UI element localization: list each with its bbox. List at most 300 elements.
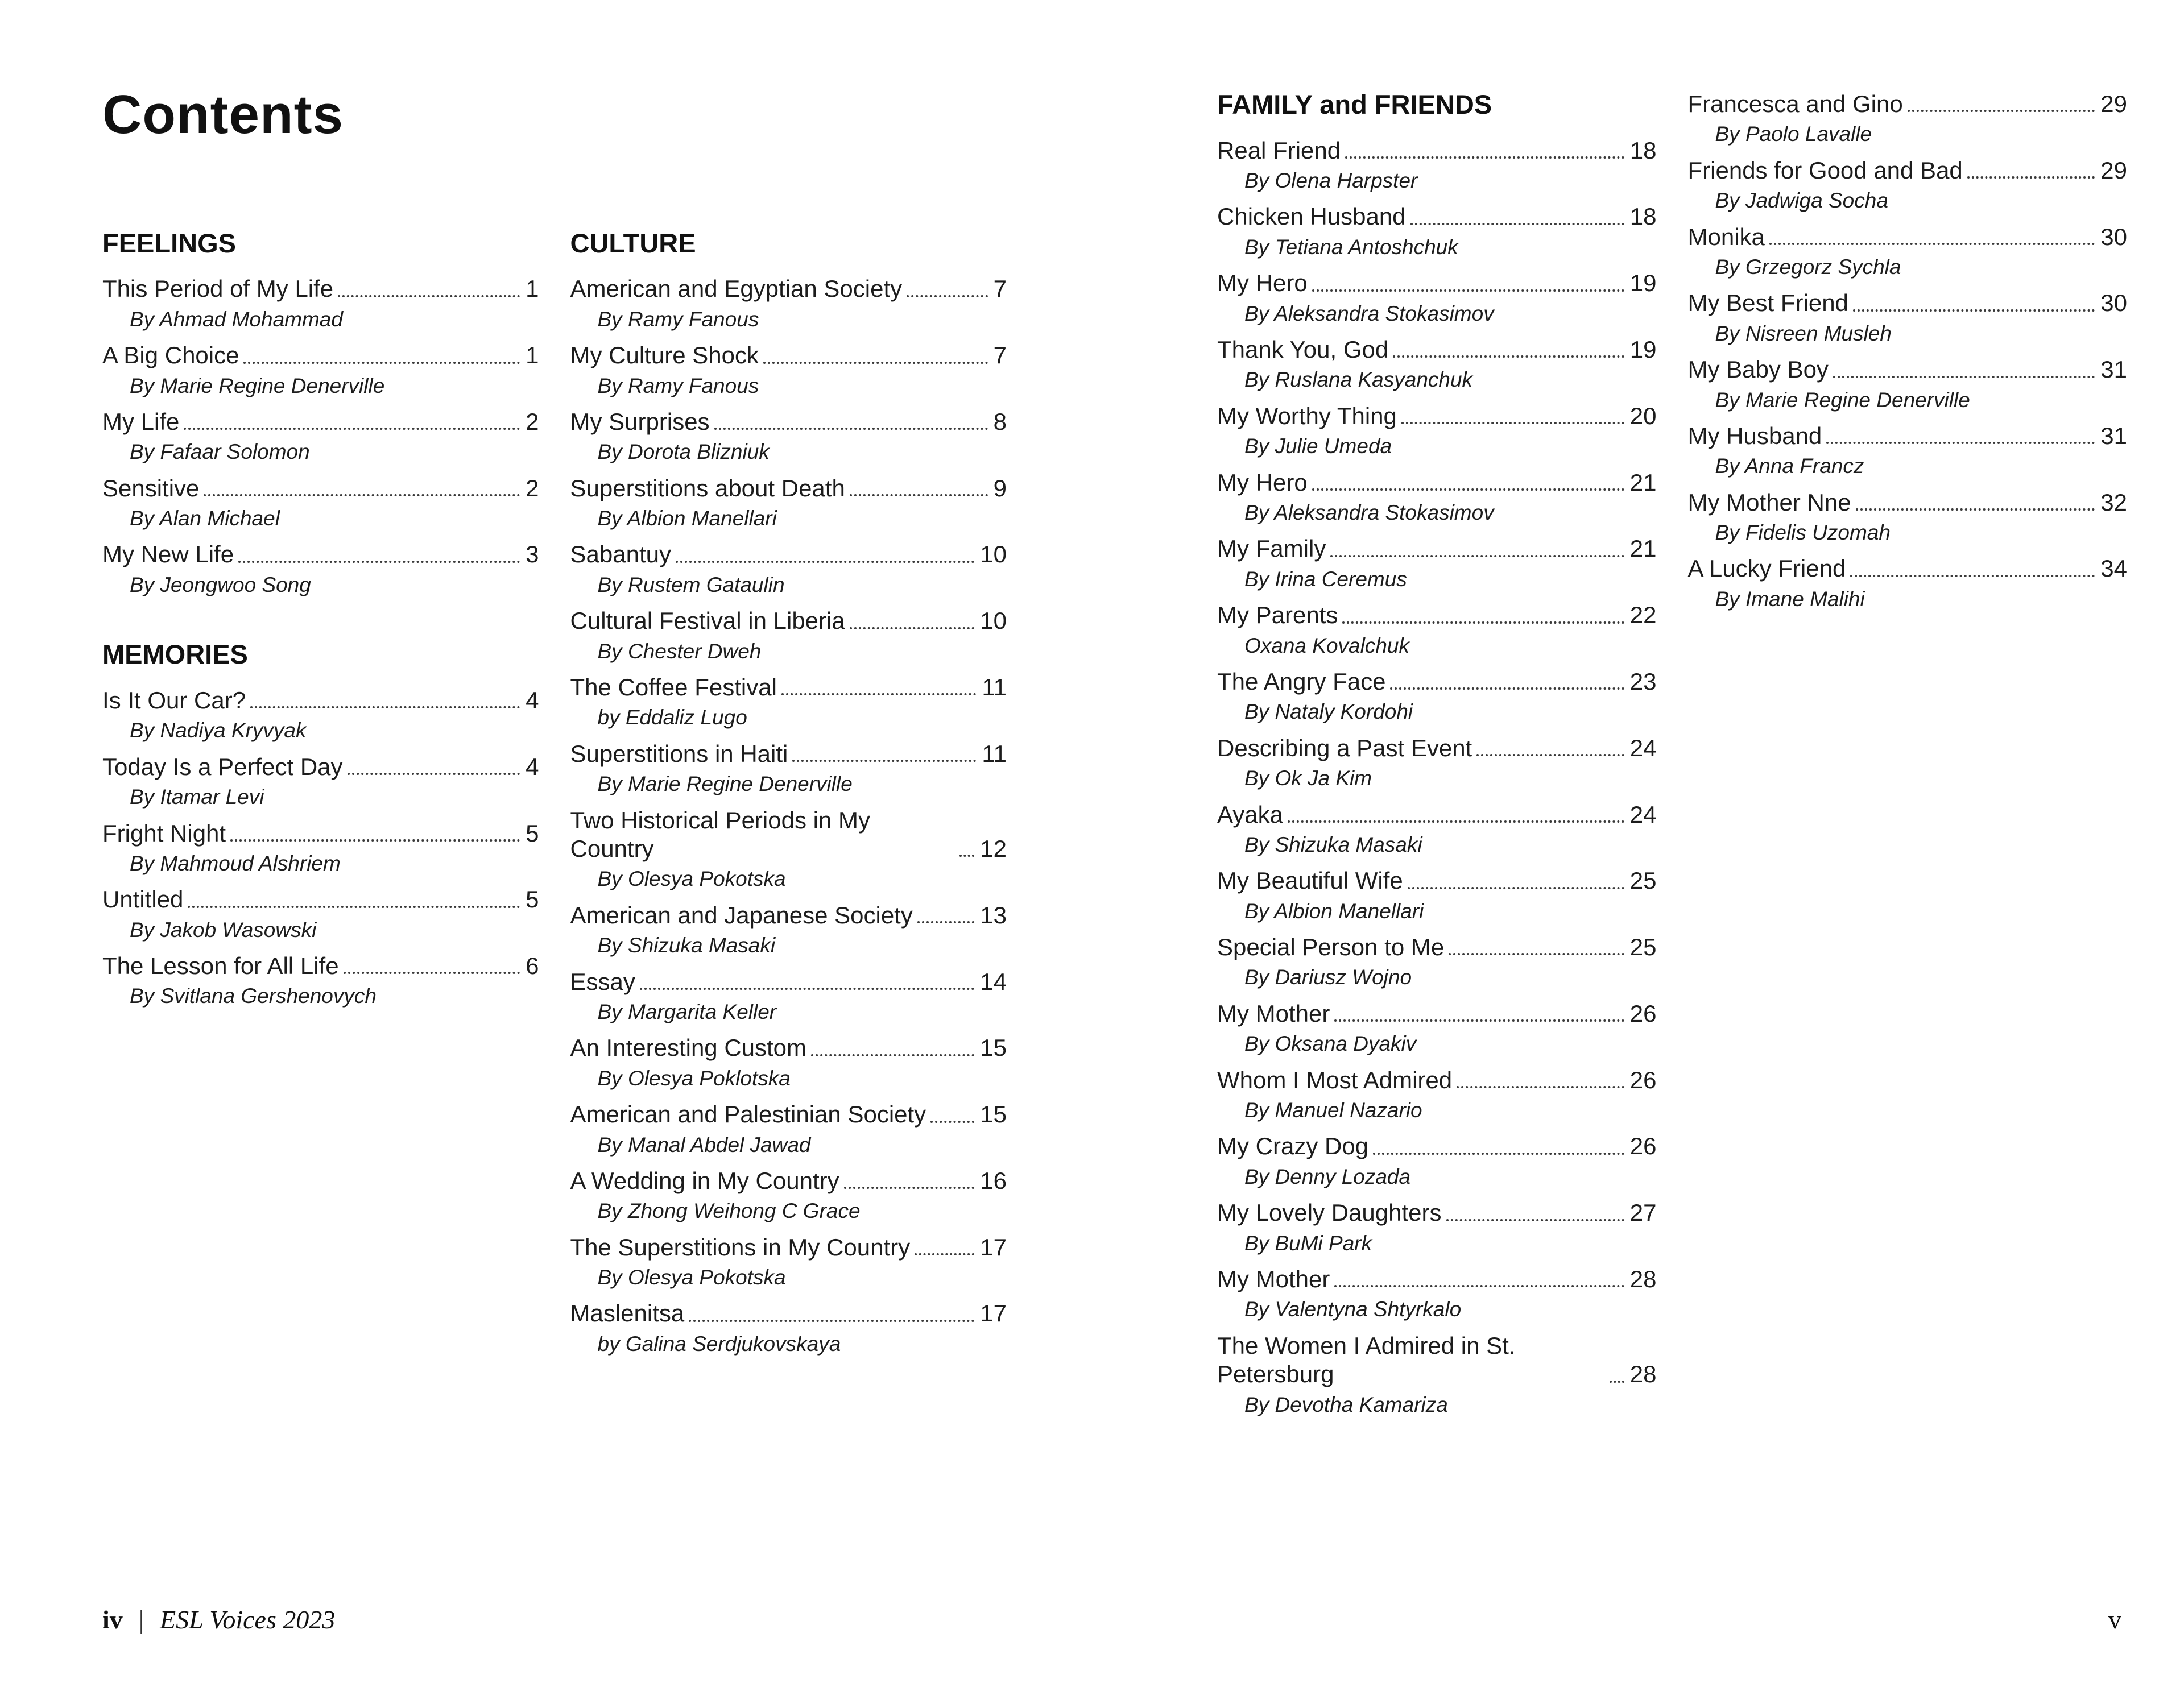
toc-entry-title: Sensitive bbox=[102, 474, 200, 501]
dot-leader bbox=[230, 839, 520, 842]
toc-entry-title: Friends for Good and Bad bbox=[1687, 156, 1963, 184]
toc-entry-title: My Parents bbox=[1217, 602, 1338, 629]
toc-entry-line bbox=[570, 1299, 1007, 1328]
toc-entry bbox=[102, 753, 539, 810]
toc-entry-title: My Worthy Thing bbox=[1217, 402, 1397, 429]
toc-entry-title: Monika bbox=[1687, 223, 1765, 250]
toc-entry-title: Superstitions about Death bbox=[570, 474, 845, 501]
dot-leader bbox=[1853, 309, 2095, 312]
toc-entry-author: By Olesya Poklotska bbox=[597, 1066, 791, 1090]
toc-entry-line bbox=[102, 474, 539, 503]
toc-entry-author: By Ahmad Mohammad bbox=[130, 307, 343, 331]
dot-leader bbox=[811, 1054, 974, 1056]
toc-entry-line bbox=[1217, 269, 1657, 297]
toc-entry-author: By Dariusz Wojno bbox=[1244, 965, 1412, 989]
section-heading: MEMORIES bbox=[102, 639, 248, 670]
toc-entry-page: 32 bbox=[2100, 488, 2127, 516]
toc-entry-line bbox=[1688, 355, 2128, 384]
toc-entry bbox=[1217, 402, 1657, 459]
toc-entry bbox=[102, 819, 539, 877]
toc-entry bbox=[1217, 867, 1657, 924]
toc-entry-page: 31 bbox=[2100, 356, 2127, 383]
toc-entry-author: By Aleksandra Stokasimov bbox=[1244, 500, 1494, 524]
toc-entry-author: Oxana Kovalchuk bbox=[1244, 633, 1410, 657]
toc-entry-line bbox=[102, 540, 539, 569]
toc-entry-line bbox=[1217, 136, 1657, 165]
dot-leader bbox=[1334, 1019, 1624, 1022]
toc-entry-page: 8 bbox=[993, 408, 1007, 435]
dot-leader bbox=[1401, 422, 1624, 424]
toc-entry-page: 25 bbox=[1629, 867, 1657, 894]
toc-entry-line bbox=[1688, 223, 2128, 251]
toc-entry-title: A Big Choice bbox=[102, 342, 239, 369]
toc-entry-line bbox=[102, 819, 539, 848]
toc-entry-author: By Jadwiga Socha bbox=[1715, 189, 1888, 213]
toc-entry-page: 1 bbox=[526, 342, 539, 369]
toc-entry-line bbox=[1217, 1199, 1657, 1227]
toc-entry-author: By Shizuka Masaki bbox=[597, 934, 776, 958]
toc-entry-author: By BuMi Park bbox=[1244, 1231, 1372, 1255]
toc-entry-title: My Lovely Daughters bbox=[1217, 1199, 1442, 1226]
toc-entry-author: By Mahmoud Alshriem bbox=[130, 851, 341, 875]
toc-entry bbox=[570, 968, 1007, 1025]
dot-leader bbox=[1610, 1381, 1624, 1383]
toc-entry bbox=[1217, 1332, 1657, 1417]
left-page-columns bbox=[102, 229, 1007, 1366]
toc-entry-page: 16 bbox=[980, 1167, 1007, 1194]
toc-entry-title: American and Egyptian Society bbox=[570, 275, 903, 302]
toc-entry-title: Describing a Past Event bbox=[1217, 734, 1472, 761]
toc-entry-page: 6 bbox=[526, 952, 539, 980]
dot-leader bbox=[640, 988, 974, 990]
toc-entry-title: My Baby Boy bbox=[1687, 356, 1829, 383]
toc-entry-line bbox=[1688, 90, 2128, 118]
toc-entry-page: 18 bbox=[1629, 203, 1657, 230]
footer-left bbox=[102, 1605, 335, 1635]
toc-entry-page: 28 bbox=[1629, 1265, 1657, 1292]
toc-entry-line bbox=[1688, 488, 2128, 517]
toc-entry bbox=[1217, 1265, 1657, 1323]
toc-entry-author: By Svitlana Gershenovych bbox=[130, 984, 377, 1008]
toc-entry-title: Real Friend bbox=[1217, 136, 1341, 164]
toc-entry bbox=[570, 607, 1007, 664]
section-heading: FEELINGS bbox=[102, 227, 237, 258]
toc-entry-page: 24 bbox=[1629, 734, 1657, 761]
toc-entry-author: By Irina Ceremus bbox=[1244, 567, 1407, 591]
toc-column-3 bbox=[1217, 90, 1657, 1427]
toc-entry-page: 9 bbox=[993, 474, 1007, 501]
dot-leader bbox=[1334, 1285, 1624, 1287]
dot-leader bbox=[1449, 953, 1624, 955]
toc-entry-title: A Wedding in My Country bbox=[570, 1167, 839, 1194]
dot-leader bbox=[238, 561, 520, 563]
dot-leader bbox=[1373, 1153, 1624, 1155]
toc-entry-line bbox=[1217, 202, 1657, 231]
toc-entry bbox=[1217, 335, 1657, 393]
toc-entry bbox=[102, 474, 539, 532]
toc-entry bbox=[1688, 422, 2128, 479]
right-page-number: v bbox=[2108, 1605, 2121, 1634]
toc-entry-title: Ayaka bbox=[1217, 801, 1283, 828]
toc-entry-page: 7 bbox=[993, 342, 1007, 369]
toc-entry bbox=[1217, 1132, 1657, 1189]
toc-entry bbox=[1688, 156, 2128, 214]
toc-entry bbox=[1688, 355, 2128, 413]
toc-entry-line bbox=[1217, 1332, 1657, 1389]
toc-entry-page: 28 bbox=[1629, 1361, 1657, 1388]
toc-entry-author: By Fafaar Solomon bbox=[130, 440, 310, 464]
toc-entry-page: 2 bbox=[526, 408, 539, 435]
toc-entry-page: 24 bbox=[1629, 801, 1657, 828]
toc-entry-page: 34 bbox=[2100, 555, 2127, 582]
toc-entry-title: American and Palestinian Society bbox=[570, 1101, 926, 1128]
footer-separator: | bbox=[138, 1605, 144, 1634]
dot-leader bbox=[1476, 754, 1624, 756]
toc-entry bbox=[570, 408, 1007, 465]
toc-entry-author: By Dorota Blizniuk bbox=[597, 440, 770, 464]
toc-entry-title: Cultural Festival in Liberia bbox=[570, 607, 845, 635]
left-page-number: iv bbox=[102, 1605, 123, 1634]
toc-entry-title: My Life bbox=[102, 408, 180, 435]
right-page-columns bbox=[1217, 90, 2127, 1427]
toc-column-1 bbox=[102, 229, 539, 1018]
toc-entry-author: By Marie Regine Denerville bbox=[1715, 388, 1970, 412]
toc-entry-line bbox=[102, 686, 539, 715]
toc-entry bbox=[1217, 1199, 1657, 1256]
toc-entry-title: An Interesting Custom bbox=[570, 1034, 807, 1062]
toc-entry-line bbox=[570, 1167, 1007, 1195]
toc-entry-line bbox=[570, 968, 1007, 996]
toc-entry-author: By Albion Manellari bbox=[597, 507, 777, 530]
dot-leader bbox=[915, 1253, 974, 1255]
dot-leader bbox=[188, 906, 520, 908]
toc-entry-line bbox=[1217, 1265, 1657, 1294]
toc-entry-line bbox=[1217, 534, 1657, 563]
toc-entry-title: My Hero bbox=[1217, 469, 1308, 496]
toc-entry-page: 30 bbox=[2100, 223, 2127, 250]
toc-entry-page: 26 bbox=[1629, 1066, 1657, 1093]
dot-leader bbox=[184, 428, 520, 430]
toc-entry-title: My Surprises bbox=[570, 408, 710, 435]
toc-entry-page: 21 bbox=[1629, 469, 1657, 496]
toc-entry-author: By Imane Malihi bbox=[1715, 587, 1865, 611]
toc-entry-line bbox=[102, 408, 539, 436]
toc-entry-line bbox=[570, 740, 1007, 768]
toc-entry-page: 20 bbox=[1629, 402, 1657, 429]
dot-leader bbox=[792, 760, 976, 762]
toc-entry-line bbox=[570, 275, 1007, 303]
toc-entry-title: Superstitions in Haiti bbox=[570, 740, 788, 767]
toc-entry-page: 10 bbox=[980, 541, 1007, 568]
toc-entry-title: Two Historical Periods in My Country bbox=[570, 806, 870, 862]
toc-entry-line bbox=[1688, 156, 2128, 185]
toc-entry-line bbox=[570, 901, 1007, 930]
toc-entry-title: Essay bbox=[570, 968, 635, 995]
toc-entry bbox=[570, 1299, 1007, 1357]
toc-entry-title: My Husband bbox=[1687, 422, 1822, 449]
toc-entry-author: By Itamar Levi bbox=[130, 785, 264, 809]
toc-entry bbox=[1217, 202, 1657, 260]
toc-entry bbox=[570, 901, 1007, 959]
toc-entry-title: My New Life bbox=[102, 541, 234, 568]
toc-entry-author: By Marie Regine Denerville bbox=[597, 772, 853, 796]
toc-entry-line bbox=[1217, 801, 1657, 829]
toc-entry-line bbox=[570, 1100, 1007, 1129]
toc-entry-page: 19 bbox=[1629, 270, 1657, 297]
toc-entry-author: By Chester Dweh bbox=[597, 639, 762, 663]
dot-leader bbox=[930, 1121, 974, 1123]
toc-entry-page: 12 bbox=[980, 835, 1007, 862]
toc-entry-title: My Mother bbox=[1217, 1265, 1330, 1292]
toc-entry-line bbox=[1217, 668, 1657, 696]
toc-entry bbox=[102, 408, 539, 465]
page-gutter bbox=[1007, 85, 1217, 1427]
toc-entry-author: By Nisreen Musleh bbox=[1715, 321, 1892, 345]
toc-entry-page: 21 bbox=[1629, 535, 1657, 562]
toc-entry bbox=[1217, 734, 1657, 791]
dot-leader bbox=[714, 428, 988, 430]
toc-entry-line bbox=[1688, 422, 2128, 450]
toc-entry bbox=[1217, 1000, 1657, 1057]
dot-leader bbox=[1345, 156, 1624, 159]
dot-leader bbox=[1342, 621, 1624, 624]
section-heading: FAMILY and FRIENDS bbox=[1217, 89, 1492, 119]
toc-entry-title: Chicken Husband bbox=[1217, 203, 1406, 230]
toc-entry-title: The Angry Face bbox=[1217, 668, 1386, 695]
toc-entry-page: 26 bbox=[1629, 1133, 1657, 1160]
toc-entry-author: by Galina Serdjukovskaya bbox=[597, 1332, 841, 1356]
toc-entry-author: By Grzegorz Sychla bbox=[1715, 255, 1901, 279]
dot-leader bbox=[1288, 820, 1624, 823]
toc-entry-page: 1 bbox=[526, 275, 539, 302]
toc-entry-author: By Nataly Kordohi bbox=[1244, 700, 1413, 724]
toc-entry-line bbox=[570, 607, 1007, 635]
toc-entry-page: 3 bbox=[526, 541, 539, 568]
toc-entry-author: By Margarita Keller bbox=[597, 1000, 777, 1023]
dot-leader bbox=[1967, 176, 2095, 179]
toc-entry-author: By Olena Harpster bbox=[1244, 169, 1418, 193]
toc-entry-page: 10 bbox=[980, 607, 1007, 635]
toc-entry-page: 30 bbox=[2100, 289, 2127, 317]
toc-entry-line bbox=[102, 341, 539, 370]
toc-entry bbox=[570, 740, 1007, 797]
toc-entry bbox=[102, 341, 539, 399]
dot-leader bbox=[959, 855, 974, 857]
toc-entry-author: By Devotha Kamariza bbox=[1244, 1392, 1448, 1416]
toc-entry-author: By Ruslana Kasyanchuk bbox=[1244, 368, 1473, 392]
toc-entry bbox=[1217, 136, 1657, 194]
toc-entry bbox=[1688, 554, 2128, 612]
toc-entry-line bbox=[1217, 1066, 1657, 1095]
toc-entry-page: 26 bbox=[1629, 1000, 1657, 1027]
dot-leader bbox=[243, 362, 520, 364]
dot-leader bbox=[338, 295, 520, 297]
toc-entry-title: Thank You, God bbox=[1217, 336, 1389, 363]
toc-entry-title: Sabantuy bbox=[570, 541, 671, 568]
toc-entry-author: By Jeongwoo Song bbox=[130, 573, 311, 596]
toc-entry bbox=[570, 806, 1007, 892]
toc-entry bbox=[1217, 933, 1657, 990]
toc-entry-page: 25 bbox=[1629, 934, 1657, 961]
toc-entry-page: 22 bbox=[1629, 602, 1657, 629]
toc-entry bbox=[570, 673, 1007, 731]
page-left bbox=[102, 85, 1007, 1427]
toc-entry-title: My Crazy Dog bbox=[1217, 1133, 1369, 1160]
toc-entry-page: 5 bbox=[526, 886, 539, 913]
toc-entry-author: By Denny Lozada bbox=[1244, 1164, 1411, 1188]
dot-leader bbox=[907, 295, 987, 297]
toc-entry-line bbox=[570, 474, 1007, 503]
dot-leader bbox=[763, 362, 988, 364]
toc-entry-page: 2 bbox=[526, 474, 539, 501]
toc-entry-author: by Eddaliz Lugo bbox=[597, 706, 747, 729]
toc-entry-page: 18 bbox=[1629, 136, 1657, 164]
toc-entry bbox=[102, 885, 539, 943]
toc-entry-title: My Beautiful Wife bbox=[1217, 867, 1403, 894]
dot-leader bbox=[1833, 376, 2095, 378]
toc-entry bbox=[102, 275, 539, 332]
book-title: ESL Voices 2023 bbox=[160, 1605, 336, 1634]
toc-entry-page: 15 bbox=[980, 1101, 1007, 1128]
toc-entry-title: A Lucky Friend bbox=[1687, 555, 1846, 582]
toc-entry bbox=[1217, 601, 1657, 658]
dot-leader bbox=[1826, 442, 2095, 444]
toc-entry bbox=[102, 540, 539, 598]
toc-entry-title: The Women I Admired in St. Petersburg bbox=[1217, 1332, 1516, 1388]
toc-entry-title: Francesca and Gino bbox=[1687, 90, 1903, 117]
toc-entry-page: 23 bbox=[1629, 668, 1657, 695]
toc-entry-page: 31 bbox=[2100, 422, 2127, 449]
toc-entry-title: Special Person to Me bbox=[1217, 934, 1445, 961]
toc-entry bbox=[570, 1100, 1007, 1158]
toc-entry-author: By Ok Ja Kim bbox=[1244, 766, 1372, 790]
toc-entry-line bbox=[102, 885, 539, 914]
toc-entry-line bbox=[570, 806, 1007, 864]
toc-entry-line bbox=[570, 341, 1007, 370]
toc-entry bbox=[570, 1034, 1007, 1091]
section-heading: CULTURE bbox=[570, 227, 696, 258]
toc-entry bbox=[1217, 1066, 1657, 1124]
toc-entry-line bbox=[1217, 601, 1657, 629]
toc-entry-line bbox=[1217, 469, 1657, 497]
page-right bbox=[1217, 85, 2127, 1427]
dot-leader bbox=[1390, 687, 1624, 690]
toc-entry-author: By Jakob Wasowski bbox=[130, 918, 317, 942]
toc-entry bbox=[570, 474, 1007, 532]
toc-entry-author: By Shizuka Masaki bbox=[1244, 832, 1422, 856]
toc-entry-page: 13 bbox=[980, 901, 1007, 929]
toc-entry-author: By Julie Umeda bbox=[1244, 434, 1392, 458]
toc-entry-author: By Aleksandra Stokasimov bbox=[1244, 301, 1494, 325]
dot-leader bbox=[1410, 223, 1624, 225]
toc-entry-author: By Anna Francz bbox=[1715, 454, 1864, 478]
toc-entry-page: 4 bbox=[526, 753, 539, 780]
toc-entry bbox=[570, 1233, 1007, 1291]
toc-entry-title: Whom I Most Admired bbox=[1217, 1066, 1453, 1093]
toc-entry-title: American and Japanese Society bbox=[570, 901, 913, 929]
toc-entry-author: By Paolo Lavalle bbox=[1715, 122, 1872, 146]
dot-leader bbox=[1856, 508, 2095, 511]
toc-entry-author: By Nadiya Kryvyak bbox=[130, 719, 307, 743]
toc-entry-author: By Valentyna Shtyrkalo bbox=[1244, 1298, 1462, 1321]
dot-leader bbox=[204, 494, 520, 496]
toc-entry-title: My Best Friend bbox=[1687, 289, 1848, 317]
toc-entry-author: By Fidelis Uzomah bbox=[1715, 521, 1891, 545]
toc-entry-page: 17 bbox=[980, 1300, 1007, 1327]
toc-entry-author: By Oksana Dyakiv bbox=[1244, 1032, 1417, 1056]
toc-entry-line bbox=[1217, 933, 1657, 961]
toc-entry-page: 11 bbox=[982, 674, 1007, 701]
dot-leader bbox=[917, 921, 974, 923]
toc-entry bbox=[570, 341, 1007, 399]
toc-entry-line bbox=[102, 952, 539, 980]
toc-entry-author: By Olesya Pokotska bbox=[597, 1266, 786, 1290]
toc-entry-author: By Rustem Gataulin bbox=[597, 573, 785, 596]
toc-entry-author: By Olesya Pokotska bbox=[597, 867, 786, 891]
toc-entry bbox=[102, 952, 539, 1009]
toc-entry-line bbox=[1217, 402, 1657, 430]
dot-leader bbox=[1312, 488, 1624, 491]
dot-leader bbox=[250, 706, 520, 708]
toc-column-4 bbox=[1688, 90, 2128, 621]
toc-entry-line bbox=[570, 1034, 1007, 1062]
dot-leader bbox=[689, 1320, 974, 1322]
toc-entry-author: By Ramy Fanous bbox=[597, 374, 759, 397]
dot-leader bbox=[1408, 887, 1624, 889]
dot-leader bbox=[348, 773, 520, 775]
toc-entry-title: My Mother bbox=[1217, 1000, 1330, 1027]
dot-leader bbox=[844, 1187, 975, 1189]
toc-entry-author: By Albion Manellari bbox=[1244, 899, 1424, 923]
toc-entry-page: 27 bbox=[1629, 1199, 1657, 1226]
toc-entry bbox=[1688, 90, 2128, 147]
toc-entry-page: 17 bbox=[980, 1233, 1007, 1261]
dot-leader bbox=[676, 561, 974, 563]
toc-entry-page: 15 bbox=[980, 1034, 1007, 1062]
toc-column-2 bbox=[570, 229, 1007, 1366]
toc-entry-author: By Manuel Nazario bbox=[1244, 1099, 1422, 1122]
toc-entry-title: Untitled bbox=[102, 886, 184, 913]
toc-entry bbox=[570, 275, 1007, 332]
toc-entry-title: Is It Our Car? bbox=[102, 686, 246, 714]
toc-entry-line bbox=[102, 753, 539, 781]
toc-entry-title: Maslenitsa bbox=[570, 1300, 685, 1327]
toc-entry-line bbox=[1217, 335, 1657, 364]
toc-entry-page: 14 bbox=[980, 968, 1007, 995]
toc-entry-line bbox=[102, 275, 539, 303]
toc-entry-line bbox=[1688, 554, 2128, 583]
toc-entry bbox=[570, 540, 1007, 598]
toc-entry-page: 29 bbox=[2100, 90, 2127, 117]
toc-entry bbox=[570, 1167, 1007, 1224]
toc-entry bbox=[102, 686, 539, 744]
dot-leader bbox=[850, 627, 975, 629]
dot-leader bbox=[1850, 575, 2095, 577]
dot-leader bbox=[1446, 1219, 1624, 1221]
toc-entry-page: 7 bbox=[993, 275, 1007, 302]
toc-entry-line bbox=[1217, 867, 1657, 895]
toc-entry-page: 19 bbox=[1629, 336, 1657, 363]
dot-leader bbox=[1393, 355, 1624, 358]
toc-entry-page: 4 bbox=[526, 686, 539, 714]
toc-entry-title: Fright Night bbox=[102, 819, 226, 847]
toc-entry bbox=[1688, 289, 2128, 346]
toc-entry bbox=[1217, 801, 1657, 858]
dot-leader bbox=[1457, 1086, 1624, 1088]
dot-leader bbox=[1769, 243, 2095, 245]
dot-leader bbox=[1330, 555, 1624, 557]
toc-entry-page: 5 bbox=[526, 819, 539, 847]
